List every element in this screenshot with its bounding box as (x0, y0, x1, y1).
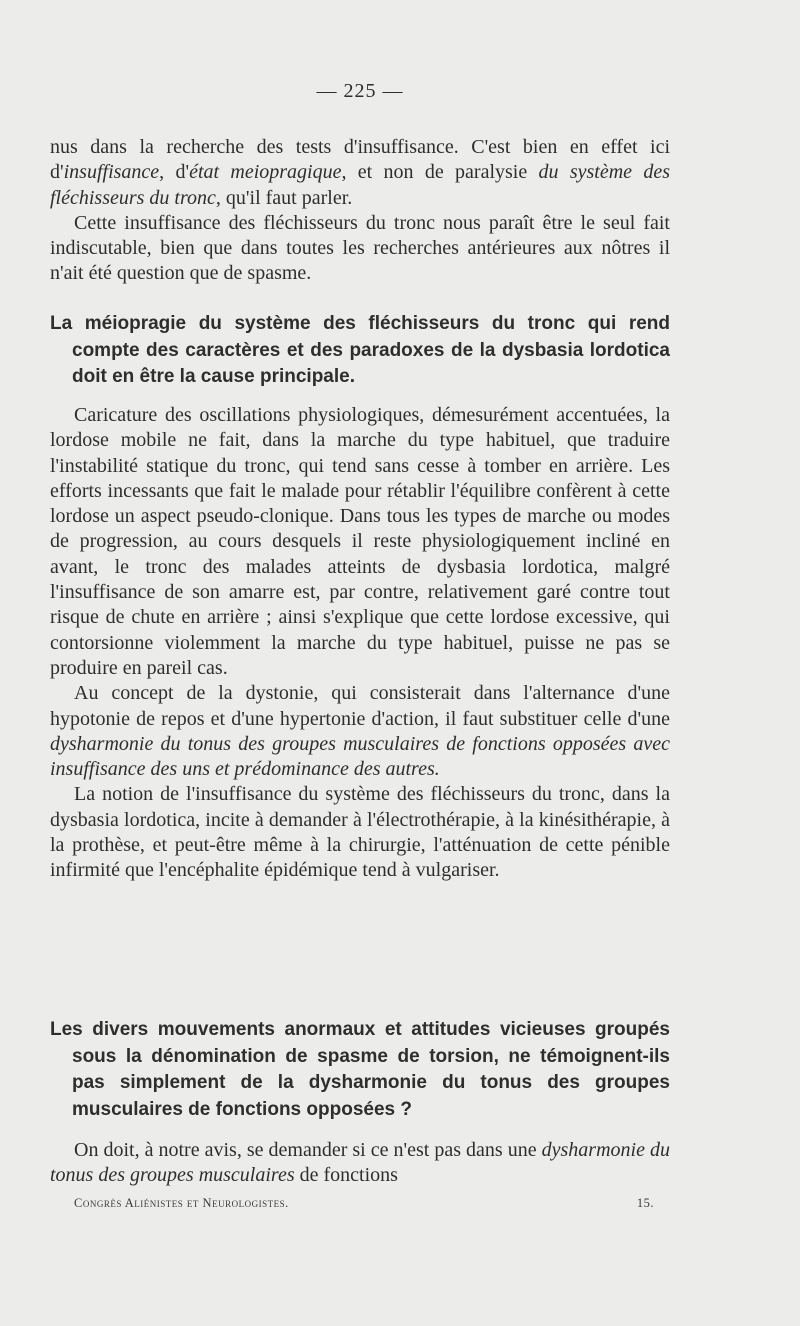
paragraph-3: Caricature des oscillations physiologiques, démesurément accentuées, la lordose mobile ne fait, dans la marche du type habituel, que traduire l'instabilité statique du tronc, qui tend sans cesse à tomber en arrière. Les efforts incessants que fait le malade pour rétablir l'équilibre confèrent à cette lordose un aspect pseudo-clonique. Dans tous les types de marche ou modes de progression, au cours desquels il reste physiologiquement incliné en avant, le tronc des malades atteints de dysbasia lordotica, malgré l'insuffisance de son amarre est, par contre, relativement garé contre tout risque de chute en arrière ; ainsi s'explique que cette lordose excessive, qui contorsionne violemment la marche du type habituel, puisse ne pas se produire en pareil cas. (50, 404, 670, 679)
text-run: de fonctions (294, 1164, 398, 1187)
text-run: Au concept de la dystonie, qui consisterait dans l'alternance d'une hypotonie de repos et d'une hypertonie d'action, il faut substituer celle d'une (50, 682, 670, 730)
section-2-body (50, 1138, 670, 1189)
italic-run: insuffisance (63, 161, 160, 184)
section-1-body (50, 403, 670, 884)
italic-run: état meiopragique (189, 161, 342, 184)
paragraph-1 (50, 135, 670, 211)
opening-paragraphs (50, 135, 670, 287)
text-run: On doit, à notre avis, se demander si ce n'est pas dans une (74, 1139, 542, 1161)
italic-run: du système des fléchisseurs du tronc (50, 161, 671, 209)
paragraph-5: La notion de l'insuffisance du système des fléchisseurs du tronc, dans la dysbasia lordotica, incite à demander à l'électrothérapie, à la kinésithérapie, à la prothèse, et peut-être même à la chirurgie, l'atténuation de cette pénible infirmité que l'encéphalite épidémique tend à vulgariser. (50, 783, 670, 882)
italic-run: dysharmonie du tonus des groupes musculaires de fonctions opposées avec insuffisance des uns et prédominance des autres. (50, 732, 670, 781)
text-run: nus dans la recherche des tests d'insuffisance. C'est bien en effet ici d' (50, 136, 670, 184)
footer-signature: Congrès Aliénistes et Neurologistes. (74, 1196, 289, 1210)
text-run: , qu'il faut parler. (215, 186, 353, 209)
section-heading-2: Les divers mouvements anormaux et attitudes vicieuses groupés sous la dénomination de spasme de torsion, ne témoignent-ils pas simplement de la dysharmonie du tonus des groupes musculaires de fonctions opposées ? (50, 1019, 670, 1120)
text-run: , d' (159, 161, 190, 184)
page-footer (74, 1196, 654, 1211)
paragraph-6 (50, 1138, 670, 1189)
text-run: , et non de paralysie (341, 161, 539, 184)
signature-number: 15. (636, 1196, 654, 1210)
section-heading-1: La méiopragie du système des fléchisseurs du tronc qui rend compte des caractères et des paradoxes de la dysbasia lordotica doit en être la cause principale. (50, 313, 670, 387)
paragraph-4 (50, 681, 670, 782)
italic-run: dysharmonie du tonus des groupes musculaires (50, 1139, 670, 1187)
paragraph-2: Cette insuffisance des fléchisseurs du tronc nous paraît être le seul fait indiscutable, bien que dans toutes les recherches antérieures aux nôtres il n'ait été question que de spasme. (50, 211, 670, 285)
page-number: — 225 — (316, 80, 404, 102)
